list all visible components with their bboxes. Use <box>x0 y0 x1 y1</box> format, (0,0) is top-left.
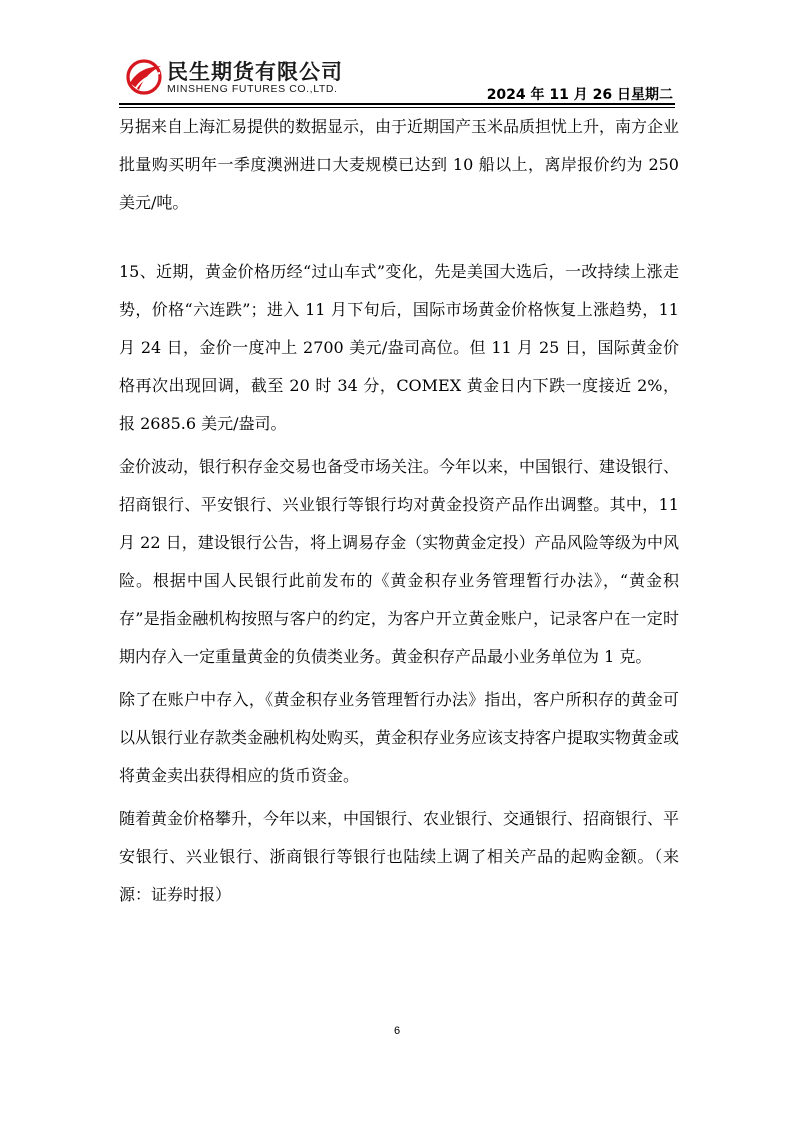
paragraph-barley-imports: 另据来自上海汇易提供的数据显示，由于近期国产玉米品质担忧上升，南方企业批量购买明年一季度澳洲进口大麦规模已达到 10 船以上，离岸报价约为 250 美元/吨。 <box>119 117 680 212</box>
company-name-en: MINSHENG FUTURES CO.,LTD. <box>167 83 338 95</box>
company-logo <box>124 57 364 101</box>
report-date: 2024 年 11 月 26 日星期二 <box>486 87 673 103</box>
paragraph-bank-gold-accumulation: 金价波动，银行积存金交易也备受市场关注。今年以来，中国银行、建设银行、招商银行、平安银行、兴业银行等银行均对黄金投资产品作出调整。其中，11 月 22 日，建设银行公告，将上调易存金（实物黄金定投）产品风险等级为中风险。根据中国人民银行此前发布的《黄金积存业务管理暂行办法》，“黄金积存”是指金融机构按照与客户的约定，为客户开立黄金账户，记录客户在一定时期内存入一定重量黄金的负债类业务。黄金积存产品最小业务单位为 1 克。 <box>119 457 680 666</box>
page-number: 6 <box>393 1025 401 1037</box>
paragraph-gold-price: 15、近期，黄金价格历经“过山车式”变化，先是美国大选后，一改持续上涨走势，价格“六连跌”；进入 11 月下旬后，国际市场黄金价格恢复上涨趋势，11 月 24 日，金价一度冲上 2700 美元/盎司高位。但 11 月 25 日，国际黄金价格再次出现回调，截至 20 时 34 分，COMEX 黄金日内下跌一度接近 2%，报 2685.6 美元/盎司。 <box>119 262 679 433</box>
minsheng-logo-icon <box>124 57 164 97</box>
paragraph-minimum-purchase: 随着黄金价格攀升，今年以来，中国银行、农业银行、交通银行、招商银行、平安银行、兴业银行、浙商银行等银行也陆续上调了相关产品的起购金额。（来源：证券时报） <box>119 809 680 904</box>
header-divider <box>119 103 675 105</box>
company-name-cn: 民生期货有限公司 <box>167 60 343 84</box>
paragraph-gold-rules: 除了在账户中存入，《黄金积存业务管理暂行办法》指出，客户所积存的黄金可以从银行业存款类金融机构处购买，黄金积存业务应该支持客户提取实物黄金或将黄金卖出获得相应的货币资金。 <box>119 690 680 785</box>
article-body <box>119 108 679 919</box>
